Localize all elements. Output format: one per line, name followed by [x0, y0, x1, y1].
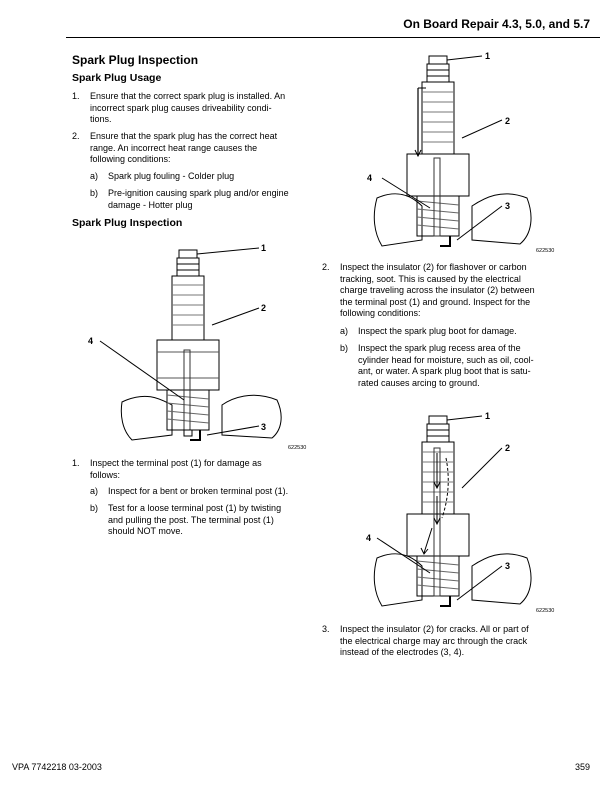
- footer-doc-ref: VPA 7742218 03-2003: [12, 762, 102, 772]
- list-letter: a): [90, 171, 99, 181]
- callout-1: 1: [485, 51, 491, 61]
- list-line: Test for a loose terminal post (1) by twisting: [108, 503, 282, 513]
- list-line: tracking, soot. This is caused by the electrical: [340, 273, 521, 284]
- usage-heading-text: Spark Plug Usage: [72, 72, 162, 84]
- figure-id: 622530: [288, 445, 307, 451]
- list-line: rated causes arcing to ground.: [358, 377, 480, 388]
- list-letter: b): [90, 503, 99, 513]
- spark-plug-diagram: [322, 408, 562, 620]
- step-3: [322, 624, 562, 659]
- list-line: the electrical charge may arc through the crack: [340, 635, 528, 646]
- callout-3: 3: [261, 422, 267, 432]
- list-line: Inspect for a bent or broken terminal post (1).: [108, 486, 289, 496]
- list-line: following conditions:: [340, 308, 421, 318]
- heat-subitem-b: [72, 188, 310, 211]
- list-line: follows:: [90, 469, 121, 480]
- heat-subitem-a: [72, 171, 310, 183]
- list-number: 1.: [72, 458, 80, 468]
- list-line: should NOT move.: [108, 526, 183, 536]
- list-line: tions.: [90, 114, 112, 124]
- list-line: Pre-ignition causing spark plug and/or engine: [108, 188, 289, 198]
- list-line: ant, or water. A spark plug boot that is satu-: [358, 366, 531, 376]
- section-title: [72, 53, 310, 67]
- page-header-title: On Board Repair 4.3, 5.0, and 5.7: [403, 17, 590, 31]
- step-1: [72, 458, 310, 481]
- list-letter: a): [90, 486, 99, 496]
- usage-item-1: [72, 91, 310, 126]
- page-number: 359: [574, 762, 590, 772]
- callout-2: 2: [261, 303, 267, 313]
- figure-id: 622530: [536, 248, 555, 254]
- list-line: Ensure that the correct spark plug is installed. An: [90, 91, 286, 101]
- list-number: 2.: [322, 262, 330, 272]
- list-line: charge traveling across the insulator (2) between: [340, 285, 535, 295]
- usage-heading: [72, 72, 310, 85]
- callout-4: 4: [88, 336, 94, 346]
- list-line: instead of the electrodes (3, 4).: [340, 647, 465, 657]
- inspection-heading-text: Spark Plug Inspection: [72, 217, 183, 229]
- list-line: Inspect the spark plug recess area of the: [358, 343, 521, 353]
- list-line: damage - Hotter plug: [108, 199, 193, 210]
- step-2: [322, 262, 562, 320]
- list-letter: b): [340, 343, 349, 353]
- step-1-subitem-a: [72, 486, 310, 498]
- spark-plug-diagram: [322, 48, 562, 260]
- list-line: Inspect the terminal post (1) for damage as: [90, 458, 262, 468]
- list-number: 2.: [72, 131, 80, 141]
- list-letter: b): [90, 188, 99, 198]
- callout-4: 4: [367, 173, 373, 183]
- list-line: Inspect the spark plug boot for damage.: [358, 326, 517, 336]
- list-line: Inspect the insulator (2) for cracks. All or part of: [340, 624, 529, 634]
- spark-plug-figure-left: [72, 240, 312, 452]
- list-line: cylinder head for moisture, such as oil, cool-: [358, 354, 534, 365]
- list-line: following conditions:: [90, 154, 171, 164]
- step-2-subitem-a: [322, 326, 562, 338]
- callout-1: 1: [485, 411, 491, 421]
- list-line: Inspect the insulator (2) for flashover or carbon: [340, 262, 527, 272]
- list-line: and pulling the post. The terminal post (1): [108, 514, 274, 525]
- usage-item-2: [72, 131, 310, 166]
- list-number: 3.: [322, 624, 330, 634]
- list-line: the terminal post (1) and ground. Inspect for the: [340, 296, 531, 307]
- callout-4: 4: [366, 533, 372, 543]
- list-line: Spark plug fouling - Colder plug: [108, 171, 235, 181]
- callout-3: 3: [505, 561, 511, 571]
- list-line: incorrect spark plug causes driveability condi-: [90, 102, 272, 113]
- spark-plug-figure-right-bottom: [322, 408, 562, 620]
- callout-3: 3: [505, 201, 511, 211]
- spark-plug-figure-right-top: [322, 48, 562, 260]
- callout-2: 2: [505, 116, 511, 126]
- list-line: range. An incorrect heat range causes the: [90, 142, 258, 153]
- figure-id: 622530: [536, 608, 555, 614]
- inspection-heading: [72, 217, 310, 230]
- section-title-text: Spark Plug Inspection: [72, 53, 199, 67]
- spark-plug-diagram: [72, 240, 312, 452]
- list-letter: a): [340, 326, 349, 336]
- callout-1: 1: [261, 243, 267, 253]
- step-2-subitem-b: [322, 343, 562, 389]
- header-rule: [66, 37, 600, 38]
- list-number: 1.: [72, 91, 80, 101]
- step-1-subitem-b: [72, 503, 310, 538]
- callout-2: 2: [505, 443, 511, 453]
- list-line: Ensure that the spark plug has the correct heat: [90, 131, 278, 141]
